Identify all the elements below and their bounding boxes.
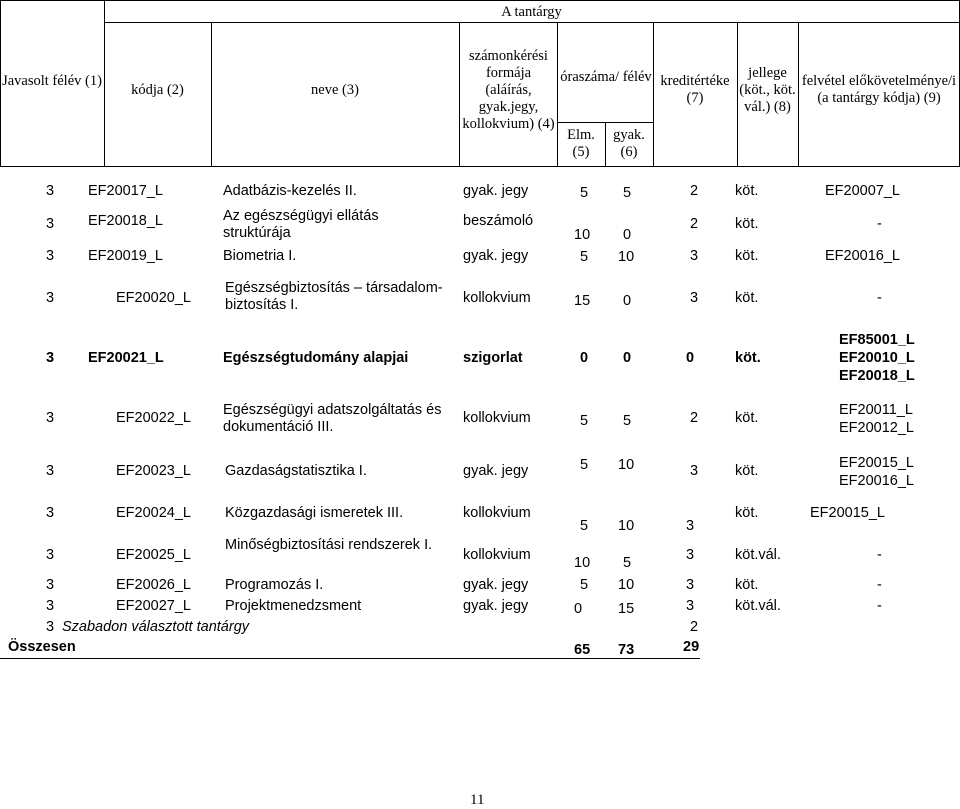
row-semester: 3: [46, 216, 55, 232]
total-underline: [0, 658, 700, 659]
row-prereq: -: [877, 547, 882, 563]
row-type: köt.: [735, 248, 759, 264]
row-gyak: 10: [618, 249, 635, 265]
row-prereq: EF85001_L: [839, 332, 915, 348]
row-type: köt.: [735, 410, 759, 426]
row-gyak: 5: [623, 555, 632, 571]
row-credit: 3: [686, 547, 695, 563]
total-label: Összesen: [8, 639, 76, 655]
row-semester: 3: [46, 505, 55, 521]
row-exam: kollokvium: [463, 505, 531, 521]
row-exam: kollokvium: [463, 410, 531, 426]
row-semester: 3: [46, 577, 55, 593]
row-name: Adatbázis-kezelés II.: [223, 183, 357, 199]
table-header: [0, 0, 960, 166]
row-prereq: EF20016_L: [825, 248, 900, 264]
row-type: köt.vál.: [735, 547, 781, 563]
row-credit: 3: [686, 598, 695, 614]
total-credit: 29: [683, 639, 700, 655]
row-code: EF20024_L: [116, 505, 191, 521]
row-name: Minőségbiztosítási rendszerek I.: [225, 537, 433, 553]
row-elm: 5: [580, 518, 589, 534]
row-gyak: 5: [623, 413, 632, 429]
header-type: jellege (köt., köt. vál.) (8): [739, 64, 796, 115]
row-semester: 3: [46, 290, 55, 306]
row-gyak: 0: [623, 227, 632, 243]
row-code: EF20021_L: [88, 350, 164, 366]
row-code: EF20020_L: [116, 290, 191, 306]
row-name: Egészségügyi adatszolgáltatás és dokumentáció III.: [223, 402, 442, 435]
row-prereq: EF20015_L: [839, 455, 914, 471]
row-gyak: 0: [623, 293, 632, 309]
row-name: Biometria I.: [223, 248, 297, 264]
row-prereq: EF20016_L: [839, 473, 914, 489]
row-name: Projektmenedzsment: [225, 598, 362, 614]
row-exam: gyak. jegy: [463, 248, 529, 264]
row-semester: 3: [46, 410, 55, 426]
row-type: köt.: [735, 350, 761, 366]
row-code: EF20026_L: [116, 577, 191, 593]
header-elm: Elm. (5): [567, 127, 595, 160]
row-exam: gyak. jegy: [463, 183, 529, 199]
row-credit: 2: [690, 183, 699, 199]
row-prereq: EF20012_L: [839, 420, 914, 436]
row-code: EF20018_L: [88, 213, 163, 229]
row-elm: 5: [580, 457, 589, 473]
row-name: Programozás I.: [225, 577, 324, 593]
row-prereq: EF20007_L: [825, 183, 900, 199]
row-semester: 3: [46, 463, 55, 479]
row-semester: 3: [46, 350, 55, 366]
row-elm: 0: [574, 601, 583, 617]
row-credit: 3: [690, 290, 699, 306]
row-code: EF20025_L: [116, 547, 191, 563]
row-type: köt.: [735, 463, 759, 479]
row-type: köt.: [735, 216, 759, 232]
row-elm: 5: [580, 185, 589, 201]
row-code: EF20023_L: [116, 463, 191, 479]
row-name: Gazdaságstatisztika I.: [225, 463, 367, 479]
row-type: köt.: [735, 290, 759, 306]
row-gyak: 15: [618, 601, 635, 617]
row-gyak: 10: [618, 577, 635, 593]
header-gyak: gyak. (6): [613, 127, 645, 160]
header-prereq: felvétel előkövetelménye/i (a tantárgy kódja) (9): [801, 73, 957, 106]
row-elm: 5: [580, 577, 589, 593]
row-prereq: -: [877, 216, 882, 232]
row-gyak: 0: [623, 350, 632, 366]
row-code: EF20019_L: [88, 248, 163, 264]
row-name: Közgazdasági ismeretek III.: [225, 505, 404, 521]
header-name: neve (3): [311, 81, 359, 98]
row-credit: 0: [686, 350, 695, 366]
row-code: EF20017_L: [88, 183, 163, 199]
row-gyak: 10: [618, 457, 635, 473]
row-type: köt.: [735, 577, 759, 593]
header-code: kódja (2): [131, 81, 184, 98]
row-credit: 3: [690, 463, 699, 479]
row-semester: 3: [46, 619, 55, 635]
row-exam: beszámoló: [463, 213, 534, 229]
row-name: Egészségtudomány alapjai: [223, 350, 409, 366]
row-elm: 10: [574, 227, 591, 243]
row-gyak: 5: [623, 185, 632, 201]
row-credit: 2: [690, 216, 699, 232]
row-semester: 3: [46, 183, 55, 199]
total-gyak: 73: [618, 642, 635, 658]
row-name: Az egészségügyi ellátás struktúrája: [223, 208, 379, 241]
row-elm: 0: [580, 350, 589, 366]
row-credit: 3: [690, 248, 699, 264]
row-code: EF20027_L: [116, 598, 191, 614]
header-credit: kreditértéke (7): [660, 73, 730, 106]
row-exam: kollokvium: [463, 547, 531, 563]
row-semester: 3: [46, 547, 55, 563]
row-elm: 10: [574, 555, 591, 571]
header-semester: Javasolt félév (1): [2, 72, 102, 89]
row-name: Egészségbiztosítás – társadalom-biztosítás I.: [225, 280, 443, 313]
row-elm: 15: [574, 293, 591, 309]
row-exam: kollokvium: [463, 290, 531, 306]
row-prereq: EF20011_L: [839, 402, 913, 418]
header-exam-form: számonkérési formája (aláírás, gyak.jegy, kollokvium) (4): [462, 47, 555, 132]
row-elm: 5: [580, 249, 589, 265]
page-number: 11: [470, 792, 485, 808]
row-prereq: -: [877, 577, 882, 593]
row-exam: szigorlat: [463, 350, 523, 366]
row-credit: 3: [686, 577, 695, 593]
row-elm: 5: [580, 413, 589, 429]
row-code: EF20022_L: [116, 410, 191, 426]
row-exam: gyak. jegy: [463, 463, 529, 479]
row-type: köt.: [735, 505, 759, 521]
row-prereq: -: [877, 290, 882, 306]
row-prereq: EF20010_L: [839, 350, 915, 366]
row-prereq: -: [877, 598, 882, 614]
row-credit: 3: [686, 518, 695, 534]
elective-name: Szabadon választott tantárgy: [62, 619, 250, 635]
row-exam: gyak. jegy: [463, 598, 529, 614]
elective-credit: 2: [690, 619, 699, 635]
row-type: köt.vál.: [735, 598, 781, 614]
header-hours: óraszáma/ félév: [560, 68, 652, 85]
row-gyak: 10: [618, 518, 635, 534]
row-exam: gyak. jegy: [463, 577, 529, 593]
row-semester: 3: [46, 598, 55, 614]
row-prereq: EF20015_L: [810, 505, 885, 521]
total-elm: 65: [574, 642, 591, 658]
row-prereq: EF20018_L: [839, 368, 915, 384]
row-semester: 3: [46, 248, 55, 264]
row-type: köt.: [735, 183, 759, 199]
row-credit: 2: [690, 410, 699, 426]
header-group-title: A tantárgy: [501, 3, 562, 20]
